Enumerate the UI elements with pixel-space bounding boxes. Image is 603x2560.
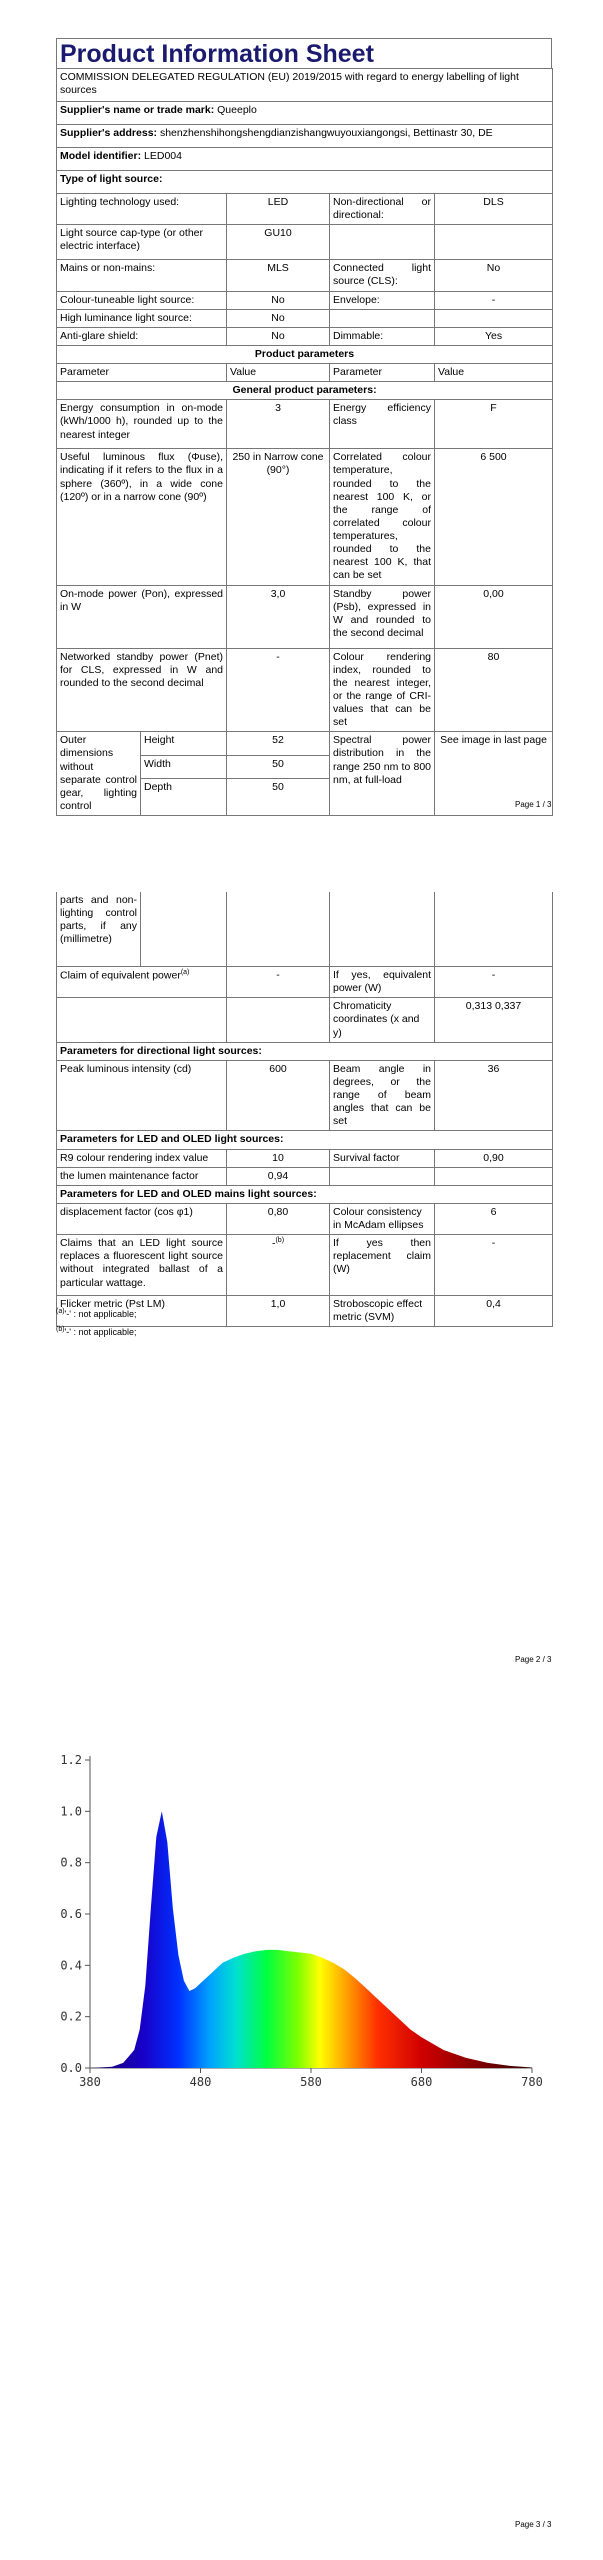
type-row bbox=[57, 260, 553, 291]
flicker-value: 1,0 bbox=[227, 1296, 330, 1327]
param-row bbox=[57, 400, 553, 449]
page-number: Page 3 / 3 bbox=[515, 2520, 552, 2529]
type-label: Type of light source: bbox=[57, 171, 553, 194]
survival-label: Survival factor bbox=[330, 1149, 435, 1167]
type-header-row bbox=[57, 171, 553, 194]
param-value: - bbox=[227, 648, 330, 732]
type-param: Envelope: bbox=[330, 291, 435, 309]
supplier-address-label: Supplier's address: bbox=[60, 127, 158, 139]
param-row bbox=[57, 1203, 553, 1234]
type-row bbox=[57, 291, 553, 309]
type-row bbox=[57, 309, 553, 327]
param-row bbox=[57, 648, 553, 732]
info-table bbox=[56, 68, 553, 816]
column-header: Parameter bbox=[57, 364, 227, 382]
type-value: No bbox=[435, 260, 553, 291]
page-1 bbox=[0, 0, 603, 840]
param-label: Useful luminous flux (Φuse), indicating if it refers to the flux in a sphere (360º), in a wide cone (120º) or in a narrow cone (90º) bbox=[57, 449, 227, 585]
y-tick-label: 0.4 bbox=[60, 1958, 82, 1973]
param-row bbox=[57, 1235, 553, 1296]
flicker-label: Flicker metric (Pst LM) bbox=[57, 1296, 227, 1327]
section-header-row bbox=[57, 382, 553, 400]
peak-intensity-label: Peak luminous intensity (cd) bbox=[57, 1060, 227, 1131]
lumen-maintenance-label: the lumen maintenance factor bbox=[57, 1167, 227, 1185]
type-value: GU10 bbox=[227, 225, 330, 260]
y-tick-label: 0.6 bbox=[60, 1907, 82, 1921]
directional-heading: Parameters for directional light sources: bbox=[57, 1042, 553, 1060]
beam-angle-value: 36 bbox=[435, 1060, 553, 1131]
param-row bbox=[57, 1149, 553, 1167]
dimensions-label: parts and non-lighting control parts, if any (millimetre) bbox=[57, 892, 141, 967]
r9-label: R9 colour rendering index value bbox=[57, 1149, 227, 1167]
led-oled-mains-heading: Parameters for LED and OLED mains light sources: bbox=[57, 1185, 553, 1203]
beam-angle-label: Beam angle in degrees, or the range of beam angles that can be set bbox=[330, 1060, 435, 1131]
type-param: Dimmable: bbox=[330, 327, 435, 345]
supplier-name: Queeplo bbox=[217, 104, 257, 116]
replacement-claim-label: Claims that an LED light source replaces a fluorescent light source without integrated ballast of a particular wattage. bbox=[57, 1235, 227, 1296]
page-3 bbox=[0, 1700, 603, 2560]
param-label: On-mode power (Pon), expressed in W bbox=[60, 587, 223, 613]
type-param: Connected light source (CLS): bbox=[330, 260, 435, 291]
footnote-mark: (b) bbox=[275, 1237, 285, 1245]
supplier-name-label: Supplier's name or trade mark: bbox=[60, 104, 215, 116]
width-label: Width bbox=[141, 755, 227, 778]
param-value: F bbox=[435, 400, 553, 449]
column-header: Parameter bbox=[330, 364, 435, 382]
param-label: Colour rendering index, rounded to the nearest integer, or the range of CRI-values that can be set bbox=[330, 648, 435, 732]
regulation-row bbox=[57, 69, 553, 102]
type-row bbox=[57, 194, 553, 225]
type-value bbox=[435, 309, 553, 327]
equiv-power-value: - bbox=[435, 967, 553, 998]
param-value: 3,0 bbox=[227, 585, 330, 648]
stroboscopic-label: Stroboscopic effect metric (SVM) bbox=[330, 1296, 435, 1327]
dimension-row bbox=[57, 732, 553, 755]
lumen-maintenance-value: 0,94 bbox=[227, 1167, 330, 1185]
param-value: 80 bbox=[435, 648, 553, 732]
type-value bbox=[435, 225, 553, 260]
equiv-claim-value: - bbox=[227, 967, 330, 998]
type-param: Anti-glare shield: bbox=[57, 327, 227, 345]
type-value: No bbox=[227, 309, 330, 327]
y-tick-label: 0.8 bbox=[60, 1855, 82, 1870]
type-param: Lighting technology used: bbox=[57, 194, 227, 225]
type-value: DLS bbox=[435, 194, 553, 225]
param-value: 6 500 bbox=[435, 449, 553, 585]
equiv-claim-label: Claim of equivalent power bbox=[60, 969, 181, 982]
x-tick-label: 480 bbox=[189, 2075, 212, 2089]
footnote-mark: (a) bbox=[180, 969, 190, 976]
chromaticity-label: Chromaticity coordinates (x and y) bbox=[330, 998, 435, 1042]
width-value: 50 bbox=[227, 755, 330, 778]
type-row bbox=[57, 225, 553, 260]
type-param: High luminance light source: bbox=[57, 309, 227, 327]
chromaticity-value: 0,313 0,337 bbox=[435, 998, 553, 1042]
param-row bbox=[57, 449, 553, 585]
column-header-row bbox=[57, 364, 553, 382]
type-param bbox=[330, 309, 435, 327]
supplier-address-row bbox=[57, 125, 553, 148]
param-row bbox=[57, 967, 553, 998]
type-param: Colour-tuneable light source: bbox=[57, 291, 227, 309]
column-header: Value bbox=[435, 364, 553, 382]
y-tick-label: 1.0 bbox=[60, 1804, 82, 1819]
displacement-label: displacement factor (cos φ1) bbox=[57, 1203, 227, 1234]
param-label: Energy efficiency class bbox=[330, 400, 435, 449]
depth-value: 50 bbox=[227, 779, 330, 816]
general-parameters-heading: General product parameters: bbox=[57, 382, 553, 400]
type-value: No bbox=[227, 327, 330, 345]
product-parameters-heading: Product parameters bbox=[57, 345, 553, 363]
info-table-continued bbox=[56, 892, 553, 1327]
x-tick-label: 580 bbox=[300, 2075, 322, 2089]
footnote-b: $^{(b)}$'-' : not applicable; bbox=[56, 1326, 137, 1337]
type-param: Mains or non-mains: bbox=[57, 260, 227, 291]
x-tick-label: 780 bbox=[521, 2075, 543, 2089]
page-2 bbox=[0, 840, 603, 1700]
param-row bbox=[57, 1060, 553, 1131]
document-title: Product Information Sheet bbox=[56, 38, 552, 68]
regulation-text: COMMISSION DELEGATED REGULATION (EU) 2019/2015 with regard to energy labelling of light sources bbox=[57, 69, 553, 102]
section-header-row bbox=[57, 1131, 553, 1149]
type-row bbox=[57, 327, 553, 345]
type-param: Non-directional or directional: bbox=[330, 194, 435, 225]
model-row bbox=[57, 148, 553, 171]
param-label: Energy consumption in on-mode (kWh/1000 h), rounded up to the nearest integer bbox=[57, 400, 227, 449]
param-row bbox=[57, 585, 553, 648]
supplier-address: shenzhenshihongshengdianzishangwuyouxiangongsi, Bettinastr 30, DE bbox=[159, 127, 493, 139]
section-header-row bbox=[57, 345, 553, 363]
param-label: Correlated colour temperature, rounded to the nearest 100 K, or the range of correlated colour temperatures, rounded to the nearest 100 K, that can be set bbox=[330, 449, 435, 585]
param-value: 250 in Narrow cone (90°) bbox=[227, 449, 330, 585]
param-label: Networked standby power (Pnet) for CLS, expressed in W and rounded to the second decimal bbox=[57, 648, 227, 732]
section-header-row bbox=[57, 1042, 553, 1060]
y-tick-label: 0.0 bbox=[60, 2061, 82, 2075]
model-identifier: LED004 bbox=[144, 150, 182, 162]
displacement-value: 0,80 bbox=[227, 1203, 330, 1234]
type-param bbox=[330, 225, 435, 260]
x-tick-label: 380 bbox=[79, 2075, 101, 2089]
dimensions-label: Outer dimensions without separate control gear, lighting control bbox=[57, 732, 141, 816]
equiv-power-label: If yes, equivalent power (W) bbox=[330, 967, 435, 998]
param-row bbox=[57, 998, 553, 1042]
replacement-claim-value: - bbox=[271, 1237, 276, 1250]
param-row bbox=[57, 1167, 553, 1185]
type-value: Yes bbox=[435, 327, 553, 345]
type-value: LED bbox=[227, 194, 330, 225]
stroboscopic-value: 0,4 bbox=[435, 1296, 553, 1327]
spectral-power-chart bbox=[0, 1700, 603, 2089]
type-param: Light source cap-type (or other electric interface) bbox=[57, 225, 227, 260]
footnote-a: $^{(a)}$'-' : not applicable; bbox=[56, 1308, 137, 1319]
peak-intensity-value: 600 bbox=[227, 1060, 330, 1131]
spectrum-area bbox=[90, 1811, 532, 2068]
r9-value: 10 bbox=[227, 1149, 330, 1167]
height-label: Height bbox=[141, 732, 227, 755]
x-tick-label: 680 bbox=[410, 2075, 433, 2089]
param-value: 0,00 bbox=[435, 585, 553, 648]
column-header: Value bbox=[227, 364, 330, 382]
led-oled-heading: Parameters for LED and OLED light sources: bbox=[57, 1131, 553, 1149]
page-number: Page 2 / 3 bbox=[515, 1655, 552, 1664]
type-value: - bbox=[435, 291, 553, 309]
depth-label: Depth bbox=[141, 779, 227, 816]
survival-value: 0,90 bbox=[435, 1149, 553, 1167]
colour-consistency-label: Colour consistency in McAdam ellipses bbox=[330, 1203, 435, 1234]
param-value: 3 bbox=[227, 400, 330, 449]
height-value: 52 bbox=[227, 732, 330, 755]
supplier-name-row bbox=[57, 102, 553, 125]
y-tick-label: 1.2 bbox=[60, 1753, 82, 1767]
type-value: MLS bbox=[227, 260, 330, 291]
page-number: Page 1 / 3 bbox=[515, 800, 552, 809]
type-value: No bbox=[227, 291, 330, 309]
replacement-yes-value: - bbox=[435, 1235, 553, 1296]
dimension-row bbox=[57, 892, 553, 967]
section-header-row bbox=[57, 1185, 553, 1203]
replacement-yes-label: If yes then replacement claim (W) bbox=[330, 1235, 435, 1296]
colour-consistency-value: 6 bbox=[435, 1203, 553, 1234]
y-tick-label: 0.2 bbox=[60, 2009, 82, 2024]
spd-label: Spectral power distribution in the range 250 nm to 800 nm, at full-load bbox=[330, 732, 435, 816]
model-label: Model identifier: bbox=[60, 150, 142, 162]
spd-value: See image in last page bbox=[435, 732, 553, 816]
param-label: Standby power (Psb), expressed in W and rounded to the second decimal bbox=[330, 585, 435, 648]
